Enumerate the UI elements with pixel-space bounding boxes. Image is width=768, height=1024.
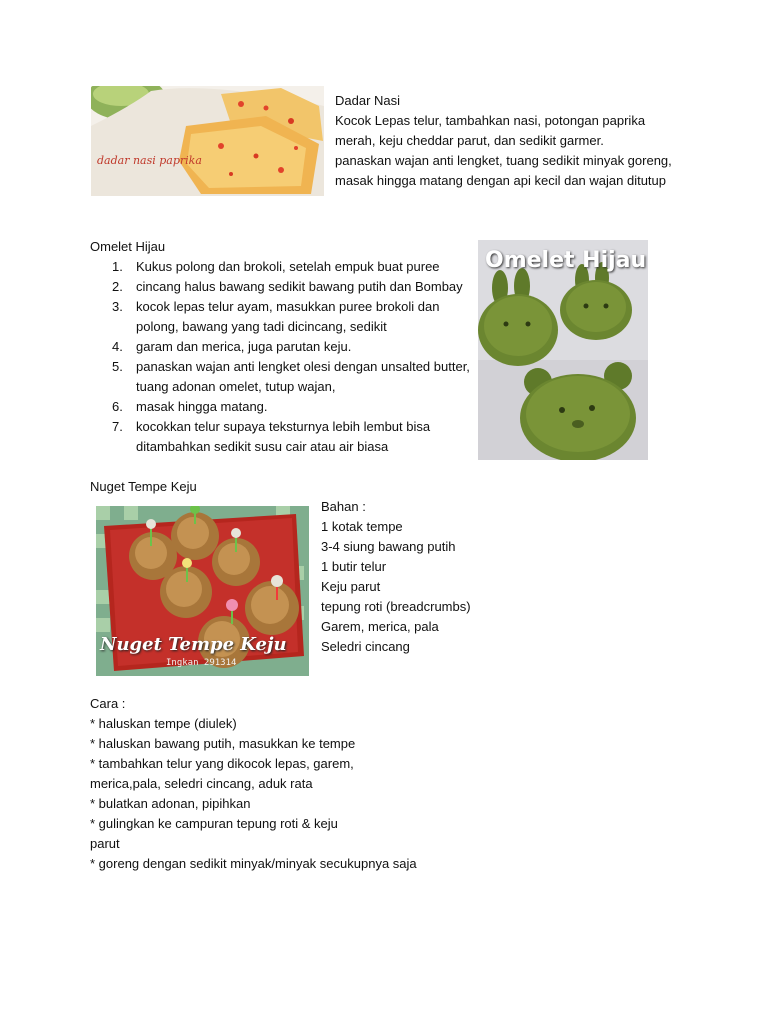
step-text: panaskan wajan anti lengket olesi dengan unsalted butter, [136,359,470,374]
omelet-hijau-title: Omelet Hijau [90,239,166,254]
method-line: * gulingkan ke campuran tepung roti & keju [90,816,338,831]
list-item [90,417,470,457]
step-number: 1. [112,259,123,274]
method-line: parut [90,836,120,851]
ingredient-item: Keju parut [321,579,381,594]
list-item [90,277,470,297]
list-item [90,257,470,277]
nuget-photo-caption: Nuget Tempe Keju [100,634,287,655]
nuget-photo-credit: Ingkan 291314 [166,658,237,668]
list-item [90,297,470,337]
step-number: 3. [112,299,123,314]
ingredient-item: 1 butir telur [321,559,387,574]
step-text: kocokkan telur supaya teksturnya lebih lembut bisa [136,419,431,434]
step-number: 5. [112,359,123,374]
method-line: * haluskan tempe (diulek) [90,716,237,731]
dadar-photo-caption: dadar nasi paprika [97,154,202,167]
step-text: garam dan merica, juga parutan keju. [136,339,352,354]
method-line: * haluskan bawang putih, masukkan ke tempe [90,736,356,751]
ingredient-item: Seledri cincang [321,639,410,654]
method-heading: Cara : [90,696,126,711]
omelet-photo-caption: Omelet Hijau [485,248,647,273]
step-text: Kukus polong dan brokoli, setelah empuk buat puree [136,259,440,274]
nuget-ingredients [321,497,471,657]
omelet-hijau-photo [478,240,648,460]
method-line: merica,pala, seledri cincang, aduk rata [90,776,313,791]
step-text: cincang halus bawang sedikit bawang putih dan Bombay [136,279,463,294]
step-text: kocok lepas telur ayam, masukkan puree brokoli dan [136,299,440,314]
method-line: * bulatkan adonan, pipihkan [90,796,251,811]
instruction-line: panaskan wajan anti lengket, tuang sedikit minyak goreng, [335,153,672,168]
nuget-tempe-keju-title: Nuget Tempe Keju [90,479,197,494]
ingredient-item: 1 kotak tempe [321,519,403,534]
step-number: 2. [112,279,123,294]
nuget-tempe-keju-photo [96,506,309,676]
ingredient-item: tepung roti (breadcrumbs) [321,599,471,614]
step-number: 4. [112,339,123,354]
step-number: 7. [112,419,123,434]
method-line: * goreng dengan sedikit minyak/minyak secukupnya saja [90,856,417,871]
list-item [90,397,470,417]
list-item [90,357,470,397]
step-text: ditambahkan sedikit susu cair atau air biasa [136,439,389,454]
instruction-line: masak hingga matang dengan api kecil dan wajan ditutup [335,173,667,188]
nuget-method [90,694,417,874]
ingredients-heading: Bahan : [321,499,366,514]
dadar-nasi-instructions [335,111,672,191]
instruction-line: merah, keju cheddar parut, dan sedikit garmer. [335,133,604,148]
list-item [90,337,470,357]
omelet-steps-list [90,257,470,457]
step-text: tuang adonan omelet, tutup wajan, [136,379,336,394]
dadar-nasi-title: Dadar Nasi [335,93,401,108]
instruction-line: Kocok Lepas telur, tambahkan nasi, potongan paprika [335,113,646,128]
ingredient-item: 3-4 siung bawang putih [321,539,456,554]
dadar-nasi-photo [91,86,324,196]
step-text: polong, bawang yang tadi dicincang, sedikit [136,319,387,334]
step-number: 6. [112,399,123,414]
method-line: * tambahkan telur yang dikocok lepas, garem, [90,756,354,771]
step-text: masak hingga matang. [136,399,268,414]
ingredient-item: Garem, merica, pala [321,619,439,634]
